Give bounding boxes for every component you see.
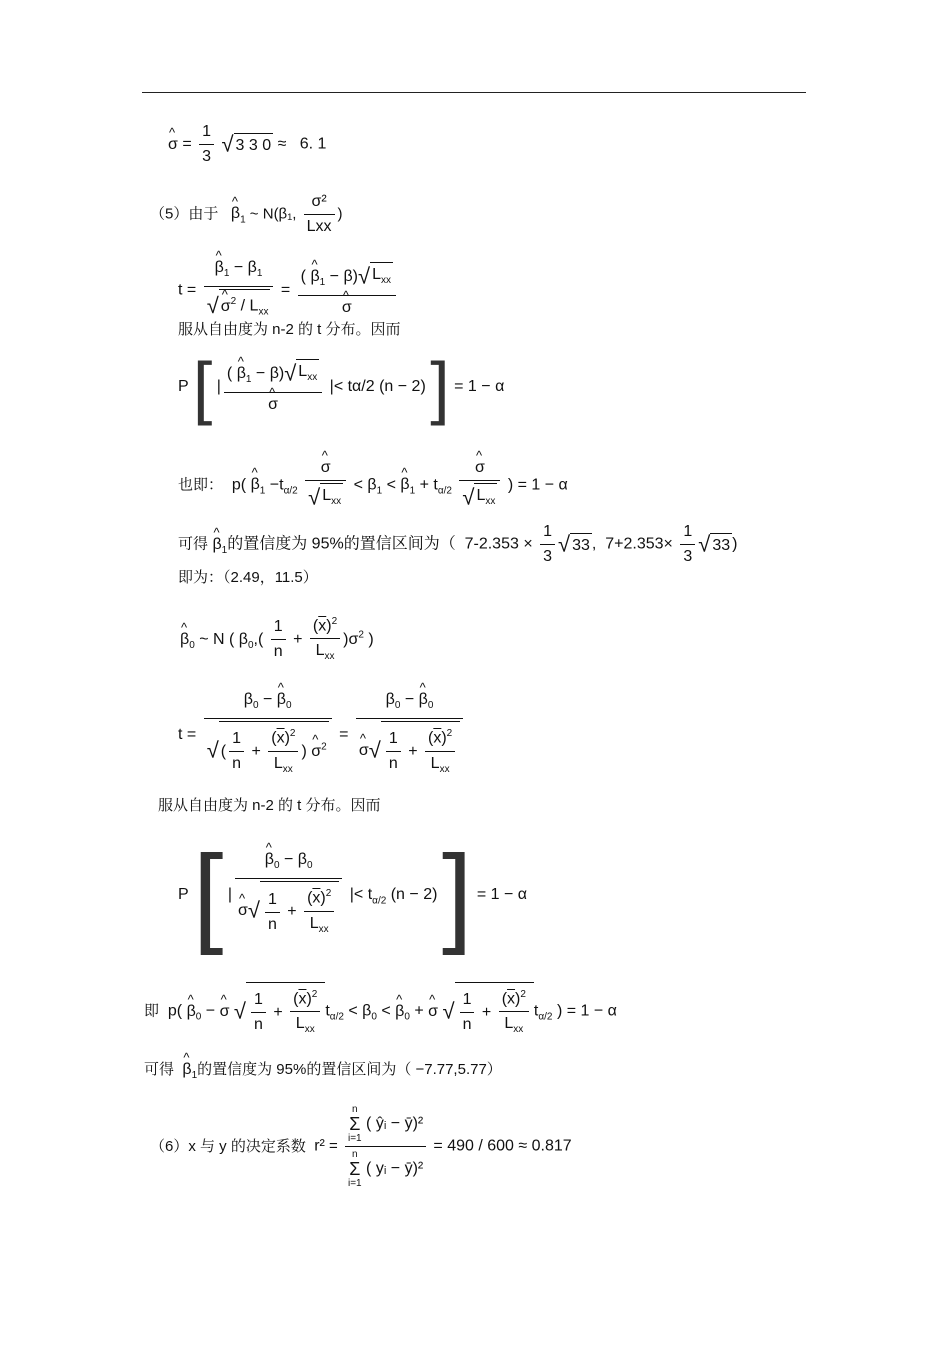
t-statistic-beta1: t = ^ $\frac{\beta_1 - \beta_1}{√ \^{} \sigma^2 / L_{xx}}$ = ( ^ $\beta_1 - \beta)√$ $L_{xx}$ ^ σ <box>178 258 399 323</box>
dof-text-2: 服从自由度为 n-2 的 t 分布。因而 <box>158 797 381 814</box>
part5-heading: （5）由于 ^ $\beta_1$ ~ N(β₁, $\frac{\text{σ²}}{\text{Lxx}}$ ) <box>150 192 343 237</box>
probability-statement-1: P [ | ( ^ $\beta_1 - \beta)√$ $L_{xx}$ ^ σ |< tα/2 (n − 2) ] = 1 − α <box>178 352 504 422</box>
header-rule <box>142 92 806 93</box>
beta0-distribution: ^ $\beta_0$ ~ N ( $\beta_0$,( $\frac{1}{n}$ + $\frac{(\overline{x})^2}{L_{xx}}$ )$\sigma^2$ ) <box>180 612 374 668</box>
ci-beta0: 可得 ^ $\beta_1$的置信度为 95%的置信区间为（ −7.77,5.77） <box>144 1060 502 1086</box>
ci-beta1-result: 即为：（2.49，11.5） <box>178 569 318 586</box>
probability-statement-2: P [ | ^ $\beta_0 - \beta_0$ ^ σ√ $\frac{1}{n}$ + $\frac{(\overline{x})^2}{L_{xx}}$ |< $t_{\alpha/2}$ (n − 2) ] = 1 − α <box>178 840 527 950</box>
interval-statement-2: 即 p( ^ $\beta_0$ − ^ σ √ $\frac{1}{n}$ + $\frac{(\overline{x})^2}{L_{xx}}$ $t_{\alpha/2} < \beta_0$ < ^ $\beta_0$ + ^ σ √ $\frac{1}{n}$ + $\frac{(\overline{x})^2}{L_{xx}}$ $t_{\alpha/2}$ ) = 1 − α <box>144 982 617 1041</box>
ci-beta1: 可得 ^ $\beta_1$的置信度为 95%的置信区间为（ 7-2.353 × $\frac{1}{3}$ √ 33 , 7+2.353× $\frac{1}{3}$ √ 33 ) <box>178 522 737 567</box>
part6-coefficient: （6）x 与 y 的决定系数 r² = n Σ i=1 ( ŷᵢ − ȳ)² n Σ i=1 ( yᵢ − ȳ)² = 490 / 600 ≈ 0.817 <box>150 1104 572 1189</box>
t-statistic-beta0: t = $\beta_0$ − ^ $\beta_0$ √ ( $\frac{1}{n}$ + $\frac{(\overline{x})^2}{L_{xx}}$ ) ^ $\sigma^2$ = $\beta_0$ − ^ $\beta_0$ ^ σ√ $\frac{1}{n}$ + $\frac{(\overline{x})^2}{L_{xx}}$ <box>178 690 466 780</box>
interval-statement-1: 也即： p( ^ $\beta_1 -t_{\alpha/2}$ ^ $\frac{\sigma}{√ L_{xx}}$ < $\beta_1$ < ^ $\beta_1 + t_{\alpha/2}$ ^ $\frac{\sigma}{√ L_{xx}}$ ) = 1 − α <box>178 458 568 512</box>
dof-text-1: 服从自由度为 n-2 的 t 分布。因而 <box>178 321 401 338</box>
sigma-estimate: ^ σ = $\frac{1}{3}$ √ 3 3 0 ≈ 6. 1 <box>168 122 326 167</box>
